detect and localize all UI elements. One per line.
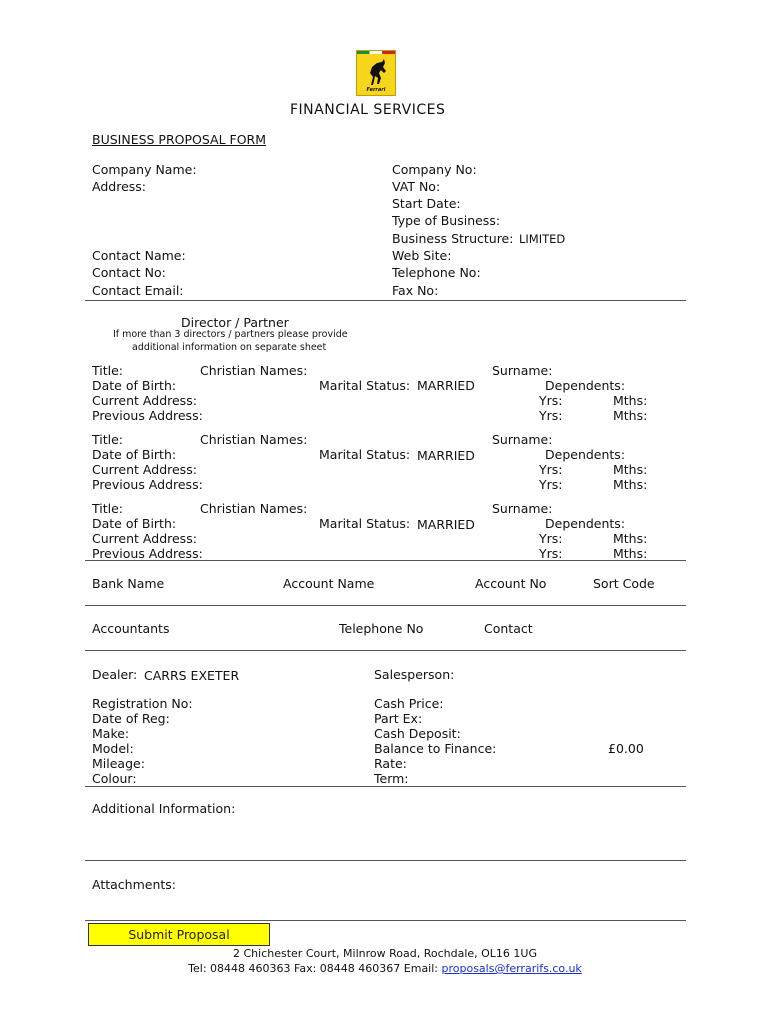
account-no-label: Account No [475,576,547,591]
contact-no-label: Contact No: [92,265,166,280]
director-1-current-mths: Mths: [613,393,648,408]
address-label: Address: [92,179,146,194]
start-date-label: Start Date: [392,196,461,211]
part-ex-label: Part Ex: [374,711,423,726]
directors-note-2: additional information on separate sheet [132,342,327,353]
director-1-current-yrs: Yrs: [539,393,563,408]
logo-word: Ferrari [366,87,386,93]
director-2-christian-names: Christian Names: [200,432,308,447]
divider [85,920,686,921]
registration-no-label: Registration No: [92,696,193,711]
director-3-dependents: Dependents: [545,516,626,531]
accountants-contact-label: Contact [484,621,533,636]
balance-to-finance-label: Balance to Finance: [374,741,497,756]
cash-price-label: Cash Price: [374,696,444,711]
director-2-previous-yrs: Yrs: [539,477,563,492]
company-no-label: Company No: [392,162,477,177]
director-1-current-address: Current Address: [92,393,197,408]
dealer-field[interactable]: CARRS EXETER [144,668,240,683]
director-1-marital-field[interactable]: MARRIED [417,378,475,393]
director-2-current-yrs: Yrs: [539,462,563,477]
director-2-marital-status: Marital Status: [319,447,411,462]
director-1-surname: Surname: [492,363,553,378]
bank-name-label: Bank Name [92,576,165,591]
director-3-surname: Surname: [492,501,553,516]
director-1-marital-status: Marital Status: [319,378,411,393]
ferrari-logo [356,50,396,96]
director-2-marital-field[interactable]: MARRIED [417,448,475,463]
director-3-current-mths: Mths: [613,531,648,546]
footer-email-link[interactable]: proposals@ferrarifs.co.uk [441,962,582,975]
divider [85,786,686,787]
director-1-christian-names: Christian Names: [200,363,308,378]
director-3-previous-yrs: Yrs: [539,546,563,561]
director-1-previous-mths: Mths: [613,408,648,423]
director-2-dependents: Dependents: [545,447,626,462]
director-1-dependents: Dependents: [545,378,626,393]
term-label: Term: [374,771,409,786]
director-3-marital-status: Marital Status: [319,516,411,531]
directors-heading: Director / Partner [181,315,289,330]
director-3-previous-mths: Mths: [613,546,648,561]
attachments-label: Attachments: [92,877,177,892]
footer-phone-fax: Tel: 08448 460363 Fax: 08448 460367 Email: [188,962,442,975]
divider [85,560,686,561]
page-title: FINANCIAL SERVICES [290,102,446,118]
footer-contact [0,962,770,975]
web-site-label: Web Site: [392,248,452,263]
directors-note-1: If more than 3 directors / partners please provide [113,329,348,340]
divider [85,650,686,651]
sort-code-label: Sort Code [593,576,655,591]
director-1-previous-yrs: Yrs: [539,408,563,423]
director-3-title: Title: [92,501,123,516]
business-structure-label: Business Structure: [392,231,514,246]
model-label: Model: [92,741,134,756]
director-3-dob: Date of Birth: [92,516,177,531]
divider [85,300,686,301]
contact-email-label: Contact Email: [92,283,184,298]
form-title: BUSINESS PROPOSAL FORM [92,132,267,147]
footer-address: 2 Chichester Court, Milnrow Road, Rochdale, OL16 1UG [233,947,537,960]
director-3-current-address: Current Address: [92,531,197,546]
accountants-label: Accountants [92,621,170,636]
director-2-dob: Date of Birth: [92,447,177,462]
director-3-marital-field[interactable]: MARRIED [417,517,475,532]
director-1-title: Title: [92,363,123,378]
director-1-dob: Date of Birth: [92,378,177,393]
director-2-current-mths: Mths: [613,462,648,477]
business-structure-field[interactable]: LIMITED [519,232,566,246]
type-of-business-label: Type of Business: [392,213,501,228]
cash-deposit-label: Cash Deposit: [374,726,461,741]
additional-information-label: Additional Information: [92,801,236,816]
salesperson-label: Salesperson: [374,667,455,682]
director-2-current-address: Current Address: [92,462,197,477]
make-label: Make: [92,726,130,741]
director-2-title: Title: [92,432,123,447]
account-name-label: Account Name [283,576,375,591]
director-1-previous-address: Previous Address: [92,408,203,423]
divider [85,860,686,861]
director-3-christian-names: Christian Names: [200,501,308,516]
director-2-surname: Surname: [492,432,553,447]
balance-to-finance-value: £0.00 [608,741,644,756]
accountants-telephone-label: Telephone No [339,621,424,636]
director-2-previous-mths: Mths: [613,477,648,492]
colour-label: Colour: [92,771,137,786]
fax-no-label: Fax No: [392,283,439,298]
director-2-previous-address: Previous Address: [92,477,203,492]
vat-no-label: VAT No: [392,179,441,194]
date-of-reg-label: Date of Reg: [92,711,170,726]
divider [85,605,686,606]
submit-proposal-button[interactable]: Submit Proposal [88,923,270,946]
mileage-label: Mileage: [92,756,145,771]
contact-name-label: Contact Name: [92,248,186,263]
director-3-previous-address: Previous Address: [92,546,203,561]
dealer-label: Dealer: [92,667,138,682]
director-3-current-yrs: Yrs: [539,531,563,546]
telephone-no-label: Telephone No: [392,265,481,280]
rate-label: Rate: [374,756,407,771]
company-name-label: Company Name: [92,162,197,177]
